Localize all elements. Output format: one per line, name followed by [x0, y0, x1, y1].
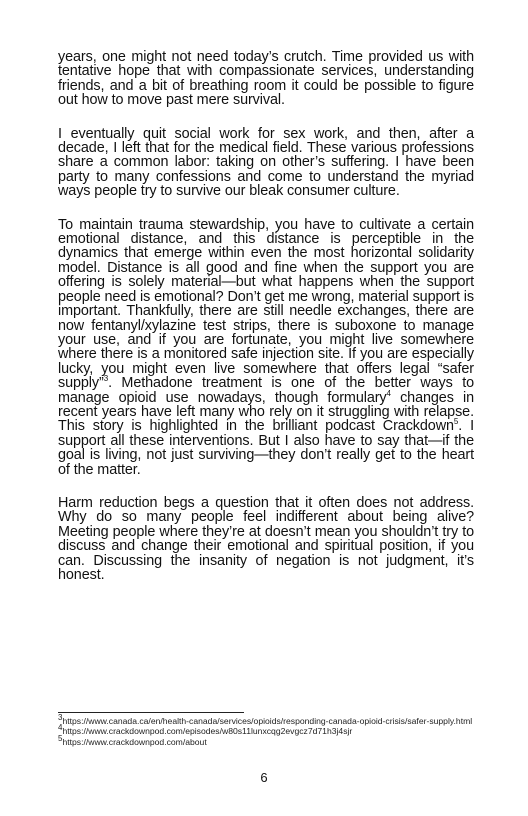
- footnote-link[interactable]: https://www.crackdownpod.com/about: [62, 736, 207, 747]
- footnote-number: 4: [58, 723, 63, 733]
- paragraph-3-text-a: To maintain trauma stewardship, you have to cultivate a certain emotional distance, and this distance is perceptible in the dynamics that emerge within even the most horizontal solidarity model. Distance is all good and fine when the support you are offering is solely material—but what happens when the support people need is emotional? Don’t get me wrong, material support is important. Thankfully, there are still needle exchanges, there are now fentanyl/xylazine test strips, there is suboxone to manage your use, and if you are fortunate, you might live somewhere where there is a monitored safe injection site. If you are especially lucky, you might even live somewhere that offers legal “safer supply”: [58, 216, 474, 392]
- footnote-link[interactable]: https://www.crackdownpod.com/episodes/w80s11lunxcqg2evgcz7d71h3j4sjr: [62, 726, 353, 737]
- footnote-5: [58, 733, 478, 747]
- page-number: 6: [260, 770, 268, 785]
- paragraph-3-text-c: changes in recent years have left many who rely on it struggling with relapse. This story is highlighted in the brilliant podcast Crackdown: [58, 389, 474, 435]
- paragraph-3: [58, 218, 474, 477]
- paragraph-1-text: years, one might not need today’s crutch. Time provided us with tentative hope that with compassionate services, understanding friends, and a bit of breathing room it could be possible to figure out how to move past mere survival.: [58, 49, 474, 109]
- paragraph-2-text: I eventually quit social work for sex work, and then, after a decade, I left that for the medical field. These various professions share a common labor: taking on other’s suffering. I have been party to many confessions and come to understand the myriad ways people try to survive our bleak consumer culture.: [58, 125, 474, 200]
- footnote-number: 5: [58, 733, 63, 743]
- footnote-link[interactable]: https://www.canada.ca/en/health-canada/services/opioids/responding-canada-opioid-crisis/safer-supply.html: [62, 716, 473, 726]
- footnote-3: [58, 713, 478, 726]
- footnote-4: [58, 723, 478, 737]
- paragraph-2: [58, 127, 474, 199]
- footnotes: [58, 713, 478, 747]
- paragraph-3-text-b: . Methadone treatment is one of the better ways to manage opioid use nowadays, though formulary: [58, 375, 474, 406]
- paragraph-4: [58, 496, 474, 582]
- footnote-number: 3: [58, 713, 63, 723]
- paragraph-1: [58, 50, 474, 108]
- footnote-ref-5[interactable]: 5: [453, 417, 459, 427]
- paragraph-4-text: Harm reduction begs a question that it often does not address. Why do so many people feel indifferent about being alive? Meeting people where they’re at doesn’t mean you shouldn’t try to discuss and change their emotional and spiritual position, if you can. Discussing the insanity of negation is not judgment, it’s honest.: [58, 494, 474, 583]
- main-text: [58, 50, 474, 601]
- footnote-ref-4[interactable]: 4: [386, 388, 391, 398]
- footnote-ref-3[interactable]: 3: [103, 374, 109, 384]
- paragraph-3-text-d: . I support all these interventions. But I also have to say that—if the goal is living, not just surviving—they don’t really get to the heart of the matter.: [58, 418, 474, 478]
- footnote-divider: [58, 712, 244, 713]
